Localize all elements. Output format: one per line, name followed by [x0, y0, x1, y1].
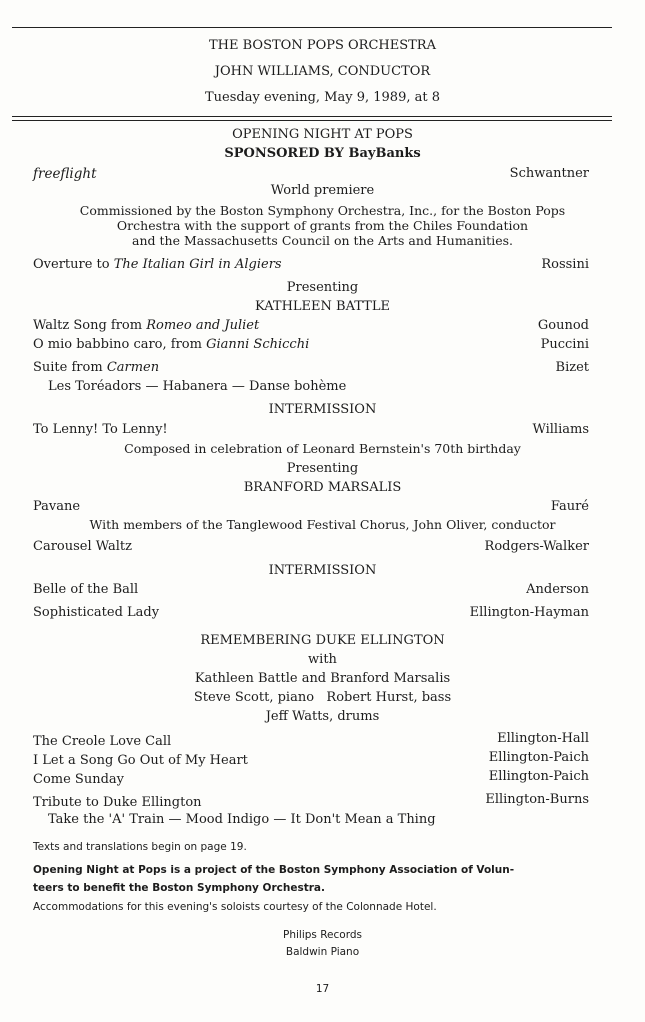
- program-item-carmen: Suite from Carmen: [33, 360, 160, 375]
- texts-note: Texts and translations begin on page 19.: [33, 841, 247, 853]
- program-item-belle: Belle of the Ball: [33, 582, 139, 597]
- with-line: with: [308, 652, 337, 667]
- intermission-2: INTERMISSION: [268, 563, 377, 578]
- composer-ellington-hall: Ellington-Hall: [497, 731, 589, 746]
- project-note-line-2: teers to benefit the Boston Symphony Orchestra.: [33, 882, 326, 894]
- composer-rodgers-walker: Rodgers-Walker: [484, 539, 589, 554]
- composer-faure: Fauré: [550, 499, 589, 514]
- pavane-note: With members of the Tanglewood Festival Chorus, John Oliver, conductor: [89, 517, 556, 532]
- program-item-tribute: Tribute to Duke Ellington: [33, 795, 202, 810]
- concert-date: Tuesday evening, May 9, 1989, at 8: [205, 90, 440, 105]
- premiere-note: World premiere: [270, 183, 375, 198]
- program-item-come-sunday: Come Sunday: [33, 772, 124, 787]
- composer-ellington-burns: Ellington-Burns: [485, 792, 589, 807]
- performers-line-2: Steve Scott, piano Robert Hurst, bass: [193, 690, 452, 705]
- soloist-marsalis: BRANFORD MARSALIS: [243, 480, 402, 495]
- ellington-heading: REMEMBERING DUKE ELLINGTON: [200, 633, 445, 648]
- program-item-carousel: Carousel Waltz: [33, 539, 132, 554]
- composer-williams: Williams: [532, 422, 589, 437]
- presenting-1: Presenting: [286, 280, 359, 295]
- program-item-freeflight: freeflight: [33, 166, 97, 182]
- program-item-song-out: I Let a Song Go Out of My Heart: [33, 753, 248, 768]
- program-item-overture: Overture to The Italian Girl in Algiers: [33, 257, 282, 272]
- performers-line-1: Kathleen Battle and Branford Marsalis: [194, 671, 451, 686]
- project-note-line-1: Opening Night at Pops is a project of the Boston Symphony Association of Volun-: [33, 864, 515, 876]
- presenting-2: Presenting: [286, 461, 359, 476]
- composer-rossini: Rossini: [541, 257, 589, 272]
- composer-puccini: Puccini: [540, 337, 589, 352]
- orchestra-name: THE BOSTON POPS ORCHESTRA: [209, 38, 436, 53]
- composer-schwantner: Schwantner: [509, 166, 589, 181]
- composer-anderson: Anderson: [526, 582, 589, 597]
- header-rule-bottom: [12, 120, 612, 121]
- program-item-sophisticated-lady: Sophisticated Lady: [33, 605, 160, 620]
- program-item-creole: The Creole Love Call: [33, 734, 172, 749]
- program-item-o-mio-babbino: O mio babbino caro, from Gianni Schicchi: [33, 337, 310, 352]
- page-number: 17: [315, 983, 330, 995]
- program-item-pavane: Pavane: [33, 499, 81, 514]
- composer-ellington-paich-1: Ellington-Paich: [488, 750, 589, 765]
- soloist-battle: KATHLEEN BATTLE: [255, 299, 390, 314]
- performers-line-3: Jeff Watts, drums: [265, 709, 380, 724]
- accommodations-note: Accommodations for this evening's soloists courtesy of the Colonnade Hotel.: [33, 901, 437, 913]
- carmen-movements: Les Toréadors — Habanera — Danse bohème: [48, 379, 347, 394]
- top-rule: [12, 27, 612, 28]
- commission-line-2: Orchestra with the support of grants from the Chiles Foundation: [116, 218, 529, 233]
- intermission-1: INTERMISSION: [268, 402, 377, 417]
- composer-ellington-hayman: Ellington-Hayman: [469, 605, 589, 620]
- tribute-movements: Take the 'A' Train — Mood Indigo — It Don't Mean a Thing: [48, 812, 436, 827]
- commission-line-1: Commissioned by the Boston Symphony Orchestra, Inc., for the Boston Pops: [79, 203, 566, 218]
- commission-line-3: and the Massachusetts Council on the Arts and Humanities.: [132, 233, 513, 248]
- program-title: OPENING NIGHT AT POPS: [232, 127, 413, 142]
- composer-bizet: Bizet: [555, 360, 589, 375]
- sponsor-line: SPONSORED BY BayBanks: [224, 146, 421, 161]
- composer-ellington-paich-2: Ellington-Paich: [488, 769, 589, 784]
- program-item-waltz-song: Waltz Song from Romeo and Juliet: [33, 318, 260, 333]
- conductor-line: JOHN WILLIAMS, CONDUCTOR: [214, 64, 431, 79]
- piano-credit: Baldwin Piano: [285, 946, 360, 958]
- lenny-note: Composed in celebration of Leonard Bernstein's 70th birthday: [124, 441, 521, 456]
- composer-gounod: Gounod: [537, 318, 589, 333]
- header-rule-top: [12, 116, 612, 117]
- records-credit: Philips Records: [283, 929, 362, 941]
- program-item-to-lenny: To Lenny! To Lenny!: [33, 422, 168, 437]
